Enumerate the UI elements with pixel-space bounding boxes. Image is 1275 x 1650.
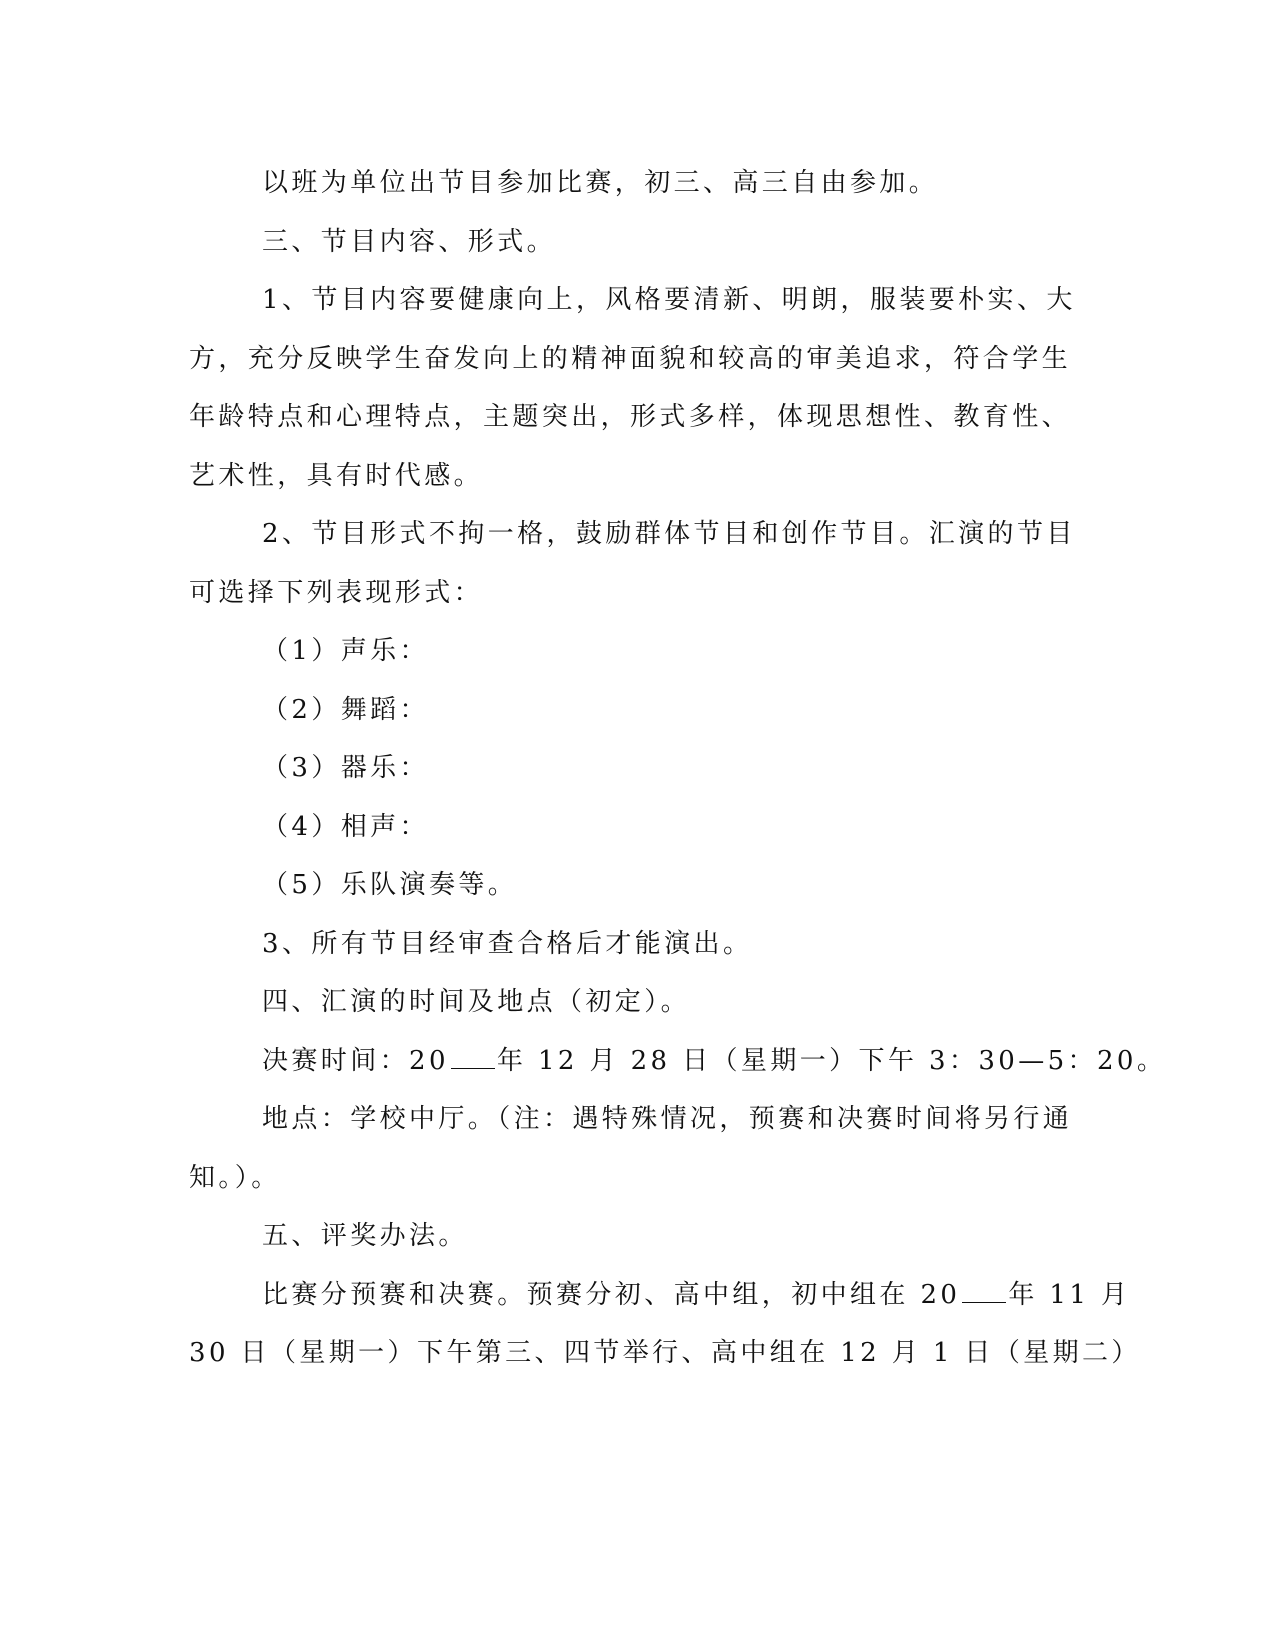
contest-suffix: 年 11 月 (1008, 1280, 1131, 1310)
paragraph-line: 艺术性，具有时代感。 (189, 461, 484, 491)
list-item: （1）声乐： (262, 636, 429, 666)
contest-prefix: 比赛分预赛和决赛。预赛分初、高中组，初中组在 20 (262, 1280, 961, 1310)
final-time-suffix: 年 12 月 28 日（星期一）下午 3：30—5：20。 (496, 1046, 1167, 1076)
section-heading-time-place: 四、汇演的时间及地点（初定）。 (262, 987, 691, 1017)
final-time-line (262, 1043, 1167, 1079)
list-item: （4）相声： (262, 812, 429, 842)
list-item: （5）乐队演奏等。 (262, 870, 518, 900)
section-heading-awards: 五、评奖办法。 (262, 1221, 468, 1251)
section-heading-content-format: 三、节目内容、形式。 (262, 227, 557, 257)
paragraph-line: 1、节目内容要健康向上，风格要清新、明朗，服装要朴实、大 (262, 285, 1076, 315)
paragraph-line: 3、所有节目经审查合格后才能演出。 (262, 929, 753, 959)
paragraph-line: 2、节目形式不拘一格，鼓励群体节目和创作节目。汇演的节目 (262, 519, 1076, 549)
final-time-prefix: 决赛时间：20 (262, 1046, 449, 1076)
paragraph-line: 地点：学校中厅。（注：遇特殊情况，预赛和决赛时间将另行通 (262, 1104, 1073, 1134)
contest-line (262, 1277, 1152, 1313)
paragraph-line: 方，充分反映学生奋发向上的精神面貌和较高的审美追求，符合学生 (189, 344, 1072, 374)
blank-underline (451, 1044, 495, 1069)
paragraph-line: 30 日（星期一）下午第三、四节举行、高中组在 12 月 1 日（星期二） (189, 1338, 1141, 1368)
paragraph-line: 知。）。 (189, 1163, 281, 1193)
list-item: （2）舞蹈： (262, 695, 429, 725)
blank-underline (962, 1278, 1006, 1303)
paragraph-line: 可选择下列表现形式： (189, 578, 484, 608)
paragraph-line: 年龄特点和心理特点，主题突出，形式多样，体现思想性、教育性、 (189, 402, 1072, 432)
list-item: （3）器乐： (262, 753, 429, 783)
paragraph-line: 以班为单位出节目参加比赛，初三、高三自由参加。 (262, 168, 939, 198)
